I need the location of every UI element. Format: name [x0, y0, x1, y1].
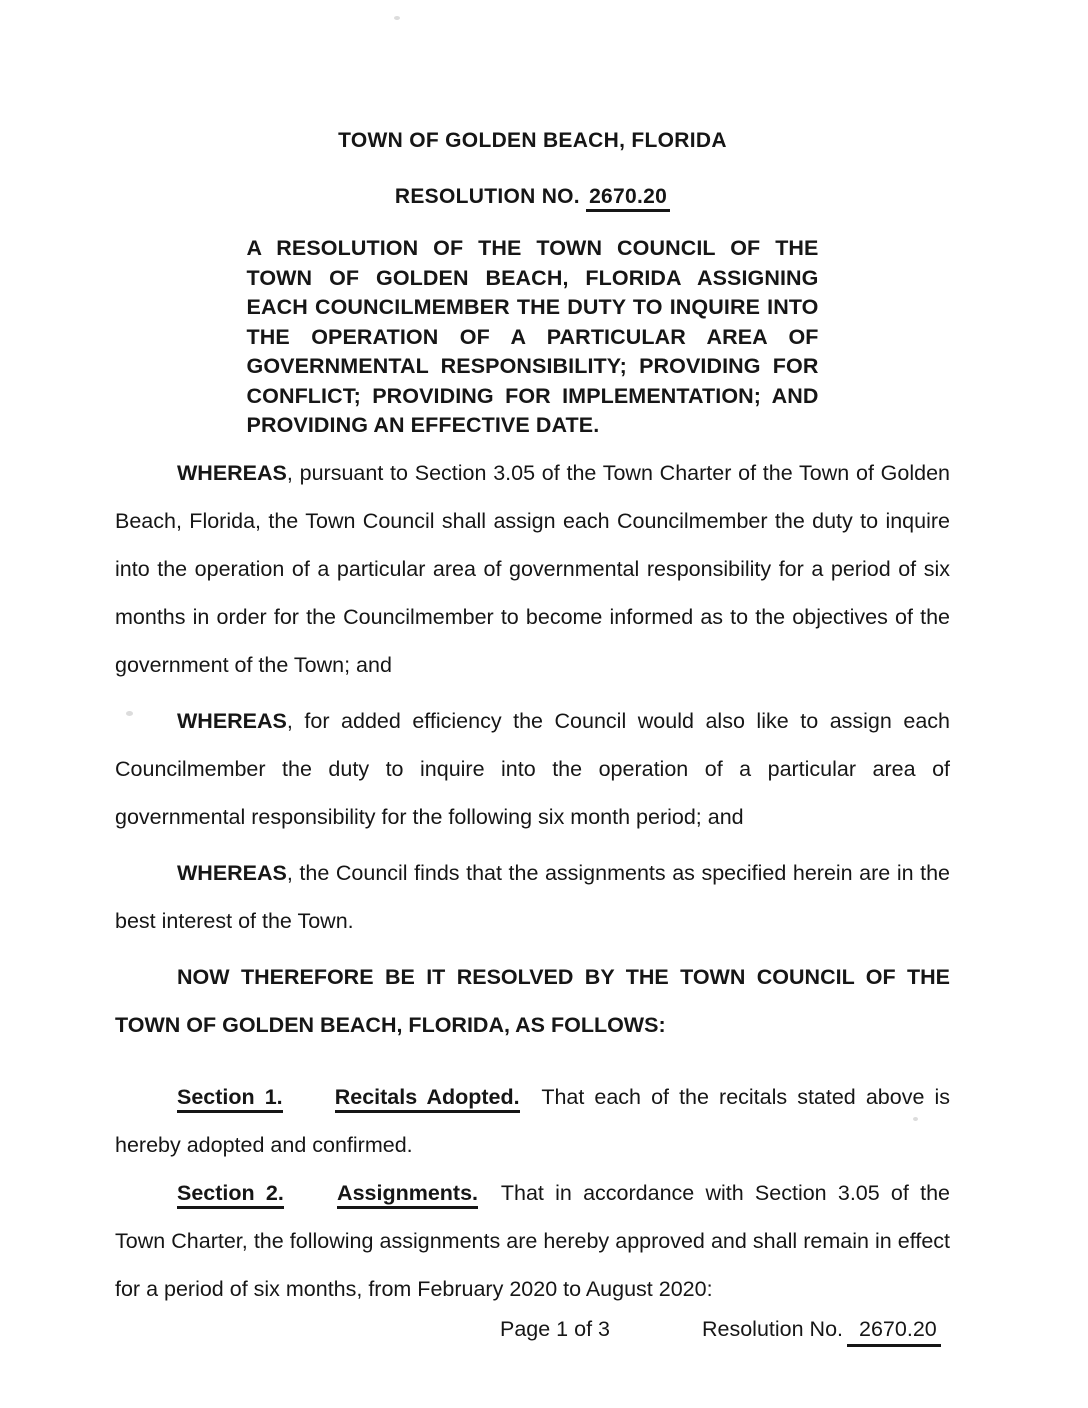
section-2-number: Section 2.: [177, 1181, 284, 1209]
section-2-body: That in accordance with Section 3.05 of the Town Charter, the following assignments are hereby approved and shall remain in effect for a period of six months, from February 2020 to August 2020:: [115, 1180, 950, 1301]
section-1-number: Section 1.: [177, 1085, 283, 1113]
footer-resolution-number: 2670.20: [847, 1316, 941, 1347]
section-2: [115, 1169, 950, 1313]
footer-page-number: Page 1 of 3: [500, 1317, 610, 1341]
footer-resolution-label: Resolution No.: [701, 1317, 844, 1341]
whereas-lead: WHEREAS: [177, 860, 287, 885]
page-footer: [115, 1316, 950, 1347]
resolution-summary: A RESOLUTION OF THE TOWN COUNCIL OF THE TOWN OF GOLDEN BEACH, FLORIDA ASSIGNING EACH COUNCILMEMBER THE DUTY TO INQUIRE INTO THE OPERATION OF A PARTICULAR AREA OF GOVERNMENTAL RESPONSIBILITY; PROVIDING FOR CONFLICT; PROVIDING FOR IMPLEMENTATION; AND PROVIDING AN EFFECTIVE DATE.: [246, 236, 819, 437]
resolution-heading-number: 2670.20: [586, 185, 670, 212]
whereas-text: , for added efficiency the Council would also like to assign each Councilmember the duty to inquire into the operation of a particular area of governmental responsibility for the following six month period; and: [115, 708, 950, 829]
whereas-lead: WHEREAS: [177, 708, 287, 733]
document-title: TOWN OF GOLDEN BEACH, FLORIDA: [338, 129, 727, 152]
whereas-text: , pursuant to Section 3.05 of the Town Charter of the Town of Golden Beach, Florida, the Town Council shall assign each Councilmember the duty to inquire into the operation of a particular area of governmental responsibility for a period of six months in order for the Councilmember to become informed as to the objectives of the government of the Town; and: [115, 460, 950, 677]
whereas-clause-2: [115, 697, 950, 841]
whereas-clause-3: [115, 849, 950, 945]
whereas-lead: WHEREAS: [177, 460, 287, 485]
section-1: [115, 1073, 950, 1169]
section-1-title: Recitals Adopted.: [335, 1085, 520, 1113]
section-1-body: That each of the recitals stated above is hereby adopted and confirmed.: [115, 1084, 950, 1157]
whereas-text: , the Council finds that the assignments as specified herein are in the best interest of the Town.: [115, 860, 950, 933]
whereas-clause-1: [115, 449, 950, 689]
document-content: [115, 0, 950, 1313]
resolved-clause: NOW THEREFORE BE IT RESOLVED BY THE TOWN COUNCIL OF THE TOWN OF GOLDEN BEACH, FLORIDA, AS FOLLOWS:: [115, 964, 950, 1037]
resolution-heading-label: RESOLUTION NO.: [394, 185, 580, 208]
resolution-heading: [115, 184, 950, 210]
section-2-title: Assignments.: [337, 1181, 478, 1209]
